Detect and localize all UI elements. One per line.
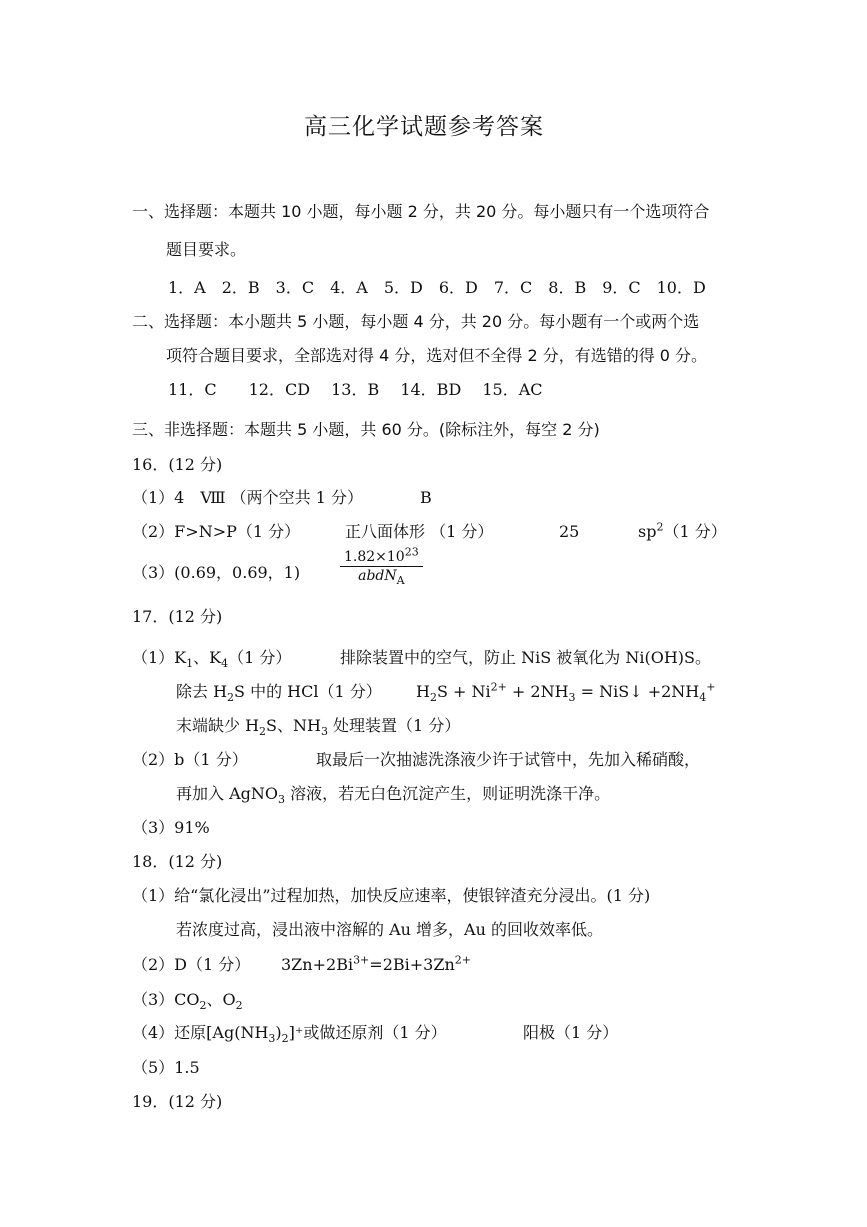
- q16-part3-fraction: [340, 545, 423, 587]
- q16-part1-answer-b: B: [420, 488, 432, 507]
- q17-part2-procedure-cont: 再加入 AgNO$_3$ 溶液，若无白色沉淀产生，则证明洗涤干净。: [176, 784, 611, 807]
- q17-part3-answer: （3）91%: [132, 818, 210, 837]
- section1-heading-cont: 题目要求。: [166, 240, 247, 259]
- fraction-denominator: abdN$_A$: [358, 568, 405, 587]
- q16-part2-answer-b: 正八面体形 （1 分）: [345, 522, 494, 541]
- q19-heading: 19．(12 分): [132, 1092, 223, 1111]
- q18-part5-answer: （5）1.5: [132, 1058, 200, 1077]
- q16-part2-answer-c: 25: [559, 522, 580, 541]
- q18-part1-answer: （1）给“氯化浸出”过程加热，加快反应速率，使银锌渣充分浸出。(1 分): [132, 886, 651, 905]
- q16-part2-answer-d: $sp^2(1$ 分）: [638, 520, 727, 541]
- q17-part1-defect: 末端缺少 $H_2S$、$NH_3$ 处理装置（1 分）: [176, 716, 461, 739]
- q17-part1-valves: $(1)K_1$、$K_4(1$ 分）: [132, 648, 292, 671]
- q18-part4-answer-b: 阳极（1 分）: [523, 1023, 619, 1042]
- section2-heading-cont: 项符合题目要求，全部选对得 4 分，选对但不全得 2 分，有选错的得 0 分。: [166, 346, 708, 365]
- q17-part1-reason: 排除装置中的空气，防止 NiS 被氧化为 Ni(OH)S。: [340, 648, 711, 667]
- section1-heading: 一、选择题：本题共 10 小题，每小题 2 分，共 20 分。每小题只有一个选项符合: [132, 202, 710, 221]
- page-title: 高三化学试题参考答案: [304, 114, 544, 140]
- section1-answers: 1．A 2．B 3．C 4．A 5．D 6．D 7．C 8．B 9．C 10．D: [168, 278, 706, 297]
- q16-heading: 16．(12 分): [132, 455, 223, 474]
- q18-part1-answer-cont: 若浓度过高，浸出液中溶解的 Au 增多，Au 的回收效率低。: [176, 920, 603, 939]
- fraction-numerator: $1.82\times 10^{23}$: [340, 549, 423, 567]
- q17-part2-procedure: 取最后一次抽滤洗涤液少许于试管中，先加入稀硝酸，: [316, 750, 701, 769]
- q18-heading: 18．(12 分): [132, 852, 223, 871]
- q17-heading: 17．(12 分): [132, 607, 223, 626]
- q17-part1-equation: $H_2S + Ni^{2+} + 2NH_3$ = NiS↓ $+2NH_4^+$: [416, 680, 716, 705]
- q18-part2-answer: （2）D（1 分）: [132, 955, 251, 974]
- q18-part2-equation: $3Zn+2Bi^{3+}=2Bi+3Zn^{2+}$: [281, 953, 471, 974]
- q16-part2-answer: （2）F>N>P（1 分）: [132, 522, 301, 541]
- section2-heading: 二、选择题：本小题共 5 小题，每小题 4 分，共 20 分。每小题有一个或两个选: [132, 312, 700, 331]
- q17-part2-answer: （2）b（1 分）: [132, 750, 248, 769]
- q16-part1-answer: （1）4 Ⅷ （两个空共 1 分）: [132, 488, 364, 507]
- section2-answers: 11．C 12．CD 13．B 14．BD 15．AC: [168, 380, 543, 399]
- q18-part4-answer: （4）还原$[Ag(NH_3)_2]^+$或做还原剂（1 分）: [132, 1023, 447, 1046]
- q17-part1-purpose: 除去 $H_2S$ 中的 HCl（1 分）: [176, 682, 382, 705]
- q18-part3-answer: $(3)CO_2$、$O_2$: [132, 990, 243, 1013]
- q16-part3-coordinates: （3）(0.69，0.69，1): [132, 563, 301, 582]
- section3-heading: 三、非选择题：本题共 5 小题，共 60 分。(除标注外，每空 2 分): [132, 420, 600, 439]
